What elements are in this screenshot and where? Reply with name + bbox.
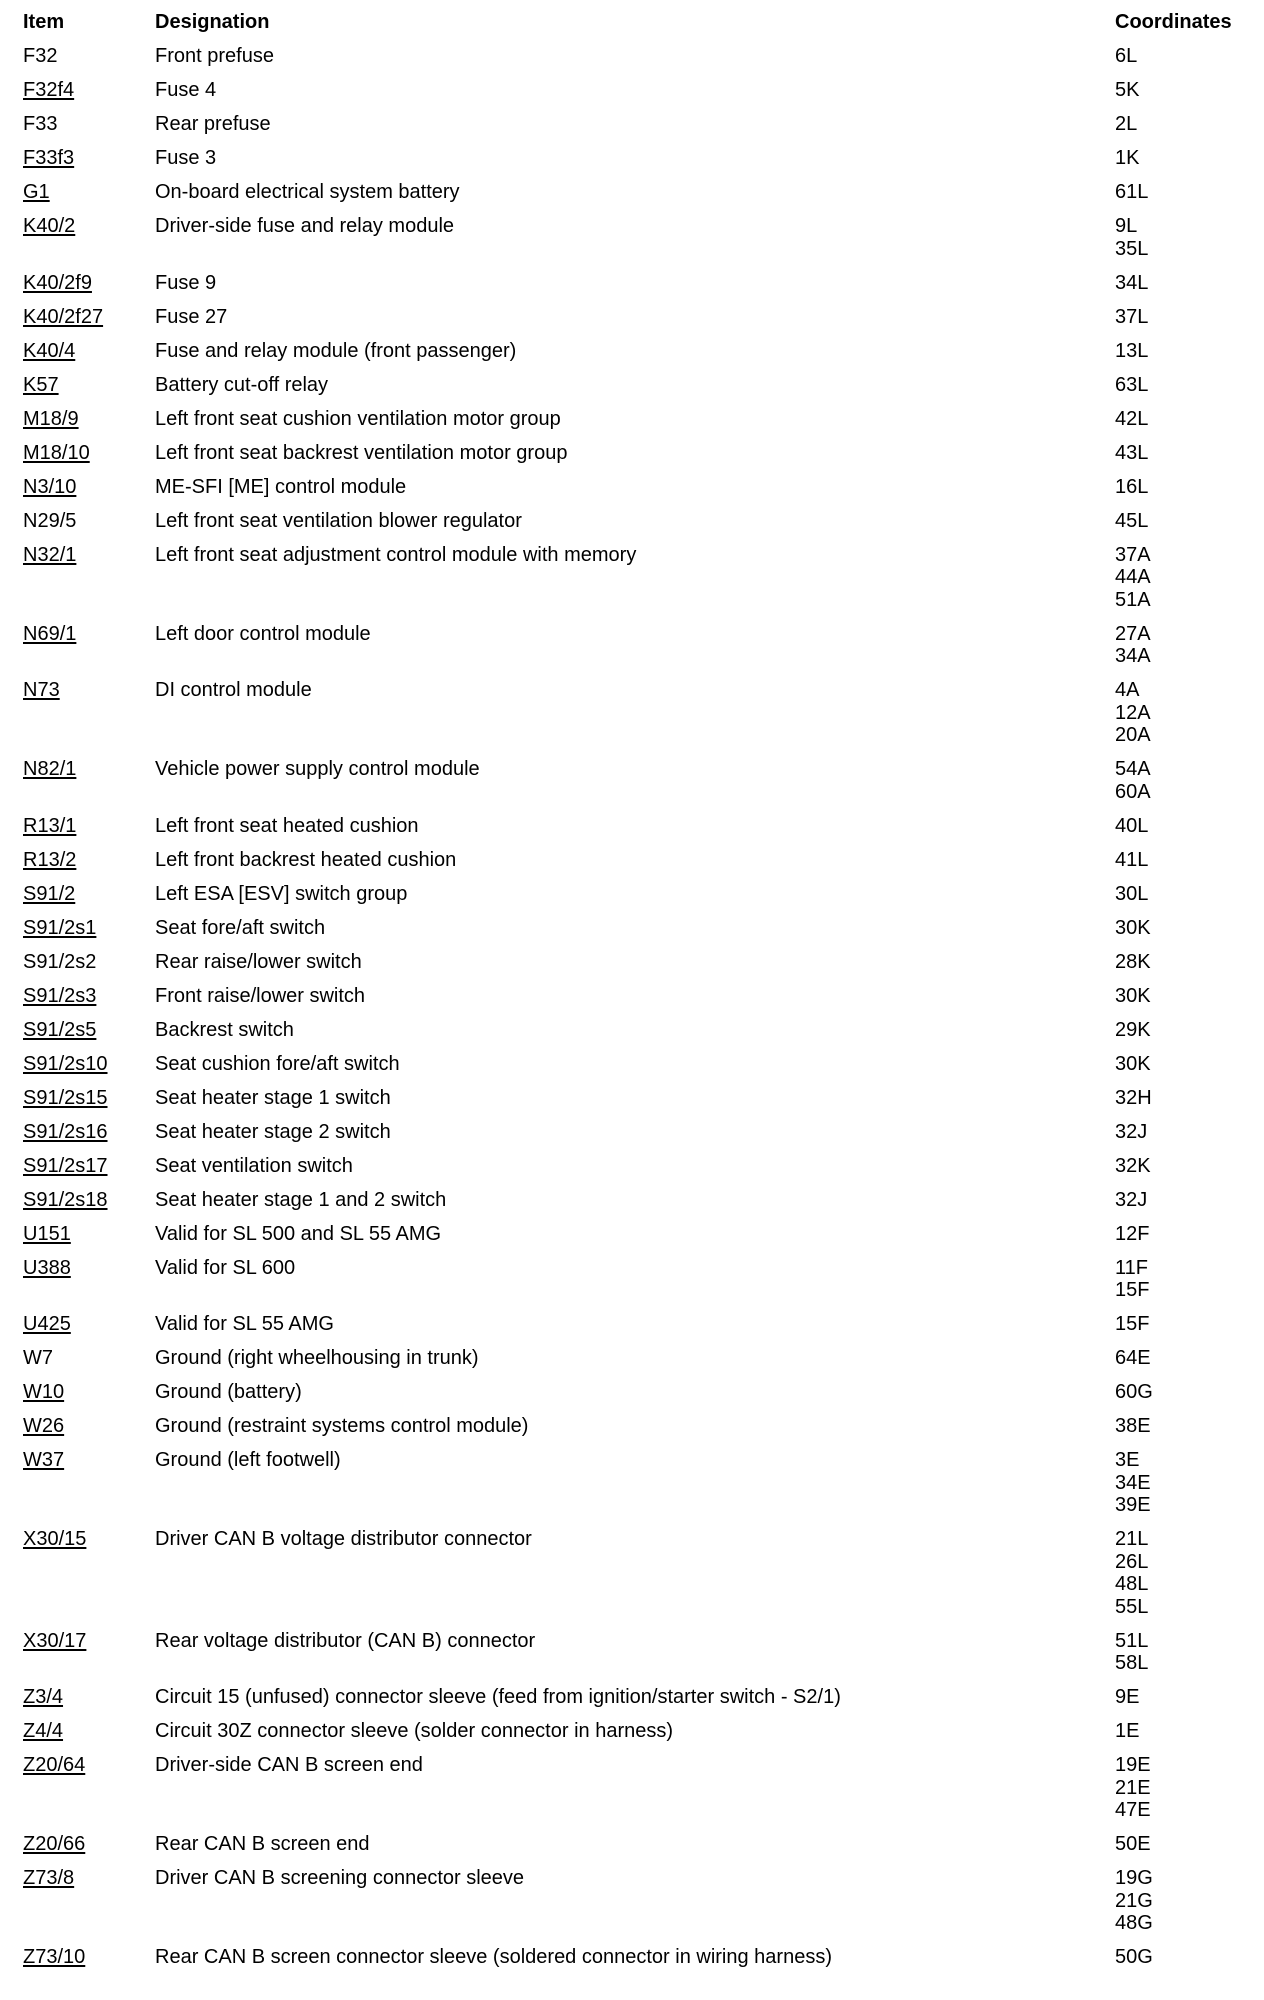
table-row — [0, 872, 1264, 906]
designation-text: Seat cushion fore/aft switch — [155, 1052, 400, 1075]
item-link[interactable]: S91/2 — [23, 882, 76, 905]
table-row — [0, 102, 1264, 136]
table-row — [0, 906, 1264, 940]
table-row — [0, 34, 1264, 68]
coordinate-value: 34L — [1115, 271, 1149, 294]
coordinate-value: 50G — [1115, 1946, 1153, 1968]
table-row — [0, 329, 1264, 363]
table-row — [0, 170, 1264, 204]
designation-text: Rear prefuse — [155, 113, 271, 135]
designation-text: Driver CAN B voltage distributor connector — [155, 1528, 532, 1550]
coordinates-cell — [1115, 1686, 1139, 1709]
designation-text: Left front backrest heated cushion — [155, 848, 457, 871]
coordinates-cell — [1115, 442, 1148, 465]
coordinates-cell — [1115, 45, 1137, 68]
coordinate-value: 55L — [1115, 1595, 1149, 1618]
designation-text: Fuse 3 — [155, 147, 217, 169]
designation-text: Driver-side fuse and relay module — [155, 215, 455, 237]
coordinates-cell — [1115, 181, 1148, 204]
table-row — [0, 204, 1264, 261]
coordinates-cell — [1115, 1313, 1149, 1336]
coordinates-cell — [1115, 1257, 1149, 1302]
coordinates-cell — [1115, 1833, 1151, 1856]
header-item: Item — [23, 11, 65, 33]
designation-text: Seat heater stage 1 switch — [155, 1086, 391, 1109]
coordinates-cell — [1115, 1053, 1151, 1076]
table-row — [0, 1110, 1264, 1144]
table-row — [0, 1822, 1264, 1856]
coordinate-value: 39E — [1115, 1494, 1151, 1516]
table-row — [0, 1619, 1264, 1676]
table-row — [0, 465, 1264, 499]
designation-text: DI control module — [155, 679, 312, 701]
header-designation: Designation — [155, 11, 270, 33]
coordinate-value: 30K — [1115, 984, 1151, 1007]
designation-text: Left ESA [ESV] switch group — [155, 882, 408, 905]
coordinate-value: 32H — [1115, 1086, 1152, 1109]
item-link[interactable]: K40/2f27 — [23, 305, 104, 328]
designation-text: Fuse and relay module (front passenger) — [155, 339, 517, 362]
item-link[interactable]: S91/2s3 — [23, 984, 97, 1007]
coordinate-value: 12A — [1115, 701, 1151, 724]
table-row — [0, 747, 1264, 804]
item-link[interactable]: F32f4 — [23, 79, 75, 101]
designation-text: Left front seat adjustment control module with memory — [155, 543, 637, 566]
coordinate-value: 37L — [1115, 305, 1149, 328]
table-row — [0, 1370, 1264, 1404]
coordinate-value: 20A — [1115, 724, 1151, 746]
table-row — [0, 1246, 1264, 1303]
table-row — [0, 431, 1264, 465]
coordinate-value: 45L — [1115, 509, 1149, 532]
coordinate-value: 16L — [1115, 475, 1149, 498]
designation-text: Circuit 30Z connector sleeve (solder connector in harness) — [155, 1720, 674, 1742]
designation-text: Left front seat ventilation blower regulator — [155, 509, 522, 532]
table-row — [0, 1212, 1264, 1246]
item-label: N29/5 — [23, 509, 77, 532]
coordinate-value: 32J — [1115, 1188, 1148, 1211]
designation-text: Valid for SL 500 and SL 55 AMG — [155, 1222, 442, 1245]
coordinates-cell — [1115, 113, 1137, 136]
item-link[interactable]: K40/4 — [23, 339, 76, 362]
table-row — [0, 363, 1264, 397]
coordinate-value: 32J — [1115, 1120, 1148, 1143]
table-row — [0, 612, 1264, 669]
coordinates-cell — [1115, 1087, 1152, 1110]
designation-text: Seat ventilation switch — [155, 1154, 353, 1177]
designation-text: Fuse 4 — [155, 79, 217, 101]
item-link[interactable]: U151 — [23, 1222, 71, 1245]
header-coordinates: Coordinates — [1115, 11, 1232, 33]
designation-text: Rear CAN B screen end — [155, 1833, 370, 1855]
item-link[interactable]: M18/9 — [23, 407, 79, 430]
item-link[interactable]: S91/2s5 — [23, 1018, 97, 1041]
coordinate-value: 19G — [1115, 1867, 1153, 1889]
coordinates-cell — [1115, 985, 1151, 1008]
designation-text: Seat fore/aft switch — [155, 916, 326, 939]
coordinate-value: 64E — [1115, 1347, 1151, 1369]
coordinate-value: 19E — [1115, 1754, 1151, 1776]
item-label: F33 — [23, 113, 58, 135]
table-row — [0, 499, 1264, 533]
coordinates-cell — [1115, 476, 1148, 499]
item-link[interactable]: W26 — [23, 1415, 65, 1437]
table-row — [0, 1517, 1264, 1619]
table-row — [0, 1675, 1264, 1709]
coordinates-cell — [1115, 1754, 1151, 1822]
table-body — [0, 34, 1264, 1969]
coordinate-value: 29K — [1115, 1018, 1151, 1041]
item-link[interactable]: S91/2s18 — [23, 1188, 108, 1211]
designation-text: Rear raise/lower switch — [155, 950, 362, 973]
designation-text: Ground (right wheelhousing in trunk) — [155, 1347, 479, 1369]
coordinate-value: 21G — [1115, 1889, 1153, 1912]
item-label: S91/2s2 — [23, 950, 97, 973]
coordinates-cell — [1115, 1946, 1153, 1969]
table-row — [0, 1709, 1264, 1743]
coordinate-value: 60A — [1115, 780, 1151, 803]
item-link[interactable]: Z4/4 — [23, 1720, 64, 1742]
designation-text: ME-SFI [ME] control module — [155, 475, 407, 498]
table-row — [0, 1856, 1264, 1935]
item-link[interactable]: R13/2 — [23, 848, 77, 871]
coordinate-value: 32K — [1115, 1154, 1151, 1177]
designation-text: Left front seat backrest ventilation motor group — [155, 441, 568, 464]
coordinate-value: 41L — [1115, 848, 1149, 871]
coordinate-value: 30K — [1115, 1052, 1151, 1075]
item-link[interactable]: M18/10 — [23, 441, 90, 464]
coordinates-cell — [1115, 510, 1148, 533]
table-row — [0, 1336, 1264, 1370]
coordinate-value: 50E — [1115, 1833, 1151, 1855]
coordinate-value: 63L — [1115, 373, 1149, 396]
table-row — [0, 1302, 1264, 1336]
coordinate-value: 44A — [1115, 566, 1151, 588]
coordinates-cell — [1115, 544, 1151, 612]
coordinate-value: 51A — [1115, 588, 1151, 611]
coordinates-cell — [1115, 340, 1148, 363]
table-row — [0, 1008, 1264, 1042]
designation-text: Front raise/lower switch — [155, 984, 366, 1007]
designation-text: Valid for SL 600 — [155, 1256, 296, 1279]
coordinate-value: 61L — [1115, 181, 1149, 203]
coordinates-cell — [1115, 147, 1139, 170]
coordinate-value: 11F — [1115, 1256, 1148, 1279]
designation-text: Driver-side CAN B screen end — [155, 1754, 423, 1776]
designation-text: Ground (battery) — [155, 1381, 302, 1403]
coordinate-value: 48G — [1115, 1912, 1153, 1934]
designation-text: Ground (left footwell) — [155, 1449, 341, 1471]
item-link[interactable]: S91/2s1 — [23, 916, 97, 939]
item-link[interactable]: F33f3 — [23, 147, 75, 169]
table-header — [0, 0, 1264, 34]
table-row — [0, 940, 1264, 974]
table-row — [0, 974, 1264, 1008]
item-link[interactable]: X30/17 — [23, 1629, 87, 1652]
item-link[interactable]: X30/15 — [23, 1528, 87, 1550]
designation-text: Valid for SL 55 AMG — [155, 1313, 334, 1335]
coordinate-value: 28K — [1115, 950, 1151, 973]
item-link[interactable]: U388 — [23, 1256, 71, 1279]
item-link[interactable]: S91/2s16 — [23, 1120, 108, 1143]
designation-text: Left door control module — [155, 622, 371, 645]
table-row — [0, 68, 1264, 102]
item-link[interactable]: K40/2 — [23, 215, 76, 237]
coordinates-cell — [1115, 79, 1139, 102]
item-link[interactable]: Z73/8 — [23, 1867, 75, 1889]
table-row — [0, 1743, 1264, 1822]
coordinates-cell — [1115, 1381, 1153, 1404]
coordinates-cell — [1115, 1347, 1151, 1370]
table-row — [0, 804, 1264, 838]
coordinates-cell — [1115, 1630, 1148, 1675]
coordinate-value: 35L — [1115, 237, 1149, 260]
item-link[interactable]: N82/1 — [23, 758, 77, 780]
item-link[interactable]: K40/2f9 — [23, 271, 92, 294]
coordinate-value: 58L — [1115, 1652, 1149, 1674]
table-row — [0, 838, 1264, 872]
coordinate-value: 15F — [1115, 1313, 1150, 1335]
table-row — [0, 295, 1264, 329]
coordinates-cell — [1115, 849, 1148, 872]
coordinate-value: 6L — [1115, 45, 1138, 67]
designation-text: Fuse 27 — [155, 305, 228, 328]
coordinate-value: 51L — [1115, 1629, 1149, 1652]
designation-text: Battery cut-off relay — [155, 373, 329, 396]
item-label: F32 — [23, 45, 58, 67]
item-link[interactable]: S91/2s15 — [23, 1086, 108, 1109]
coordinate-value: 2L — [1115, 113, 1138, 135]
coordinate-value: 4A — [1115, 679, 1140, 701]
item-link[interactable]: G1 — [23, 181, 50, 203]
coordinate-value: 34A — [1115, 645, 1151, 667]
coordinate-value: 12F — [1115, 1222, 1150, 1245]
designation-text: Backrest switch — [155, 1018, 294, 1041]
coordinate-value: 54A — [1115, 758, 1151, 780]
coordinate-value: 60G — [1115, 1381, 1153, 1403]
coordinates-cell — [1115, 1720, 1139, 1743]
coordinates-cell — [1115, 679, 1151, 747]
coordinate-value: 9L — [1115, 215, 1138, 237]
designation-text: Left front seat cushion ventilation motor group — [155, 407, 561, 430]
coordinates-cell — [1115, 623, 1151, 668]
coordinates-cell — [1115, 1449, 1151, 1517]
coordinate-value: 13L — [1115, 339, 1149, 362]
coordinate-value: 27A — [1115, 622, 1151, 645]
table-row — [0, 1076, 1264, 1110]
coordinates-cell — [1115, 1121, 1147, 1144]
coordinates-cell — [1115, 306, 1148, 329]
coordinates-cell — [1115, 374, 1148, 397]
coordinate-value: 3E — [1115, 1449, 1140, 1471]
coordinates-cell — [1115, 1867, 1153, 1935]
coordinate-value: 26L — [1115, 1550, 1149, 1573]
coordinate-value: 21L — [1115, 1528, 1149, 1550]
designation-text: Ground (restraint systems control module) — [155, 1415, 529, 1437]
table-row — [0, 668, 1264, 747]
coordinate-value: 1K — [1115, 147, 1140, 169]
table-row — [0, 261, 1264, 295]
item-link[interactable]: Z20/66 — [23, 1833, 86, 1855]
item-link[interactable]: R13/1 — [23, 814, 77, 837]
coordinates-cell — [1115, 1415, 1151, 1438]
table-row — [0, 1178, 1264, 1212]
designation-text: Circuit 15 (unfused) connector sleeve (feed from ignition/starter switch - S2/1) — [155, 1686, 841, 1708]
coordinates-cell — [1115, 1223, 1149, 1246]
coordinates-cell — [1115, 815, 1148, 838]
designation-text: Fuse 9 — [155, 271, 217, 294]
coordinate-value: 9E — [1115, 1686, 1140, 1708]
coordinates-cell — [1115, 951, 1151, 974]
coordinates-cell — [1115, 758, 1151, 803]
designation-text: Rear voltage distributor (CAN B) connector — [155, 1629, 536, 1652]
item-link[interactable]: W10 — [23, 1381, 65, 1403]
coordinates-cell — [1115, 1155, 1151, 1178]
item-link[interactable]: S91/2s10 — [23, 1052, 108, 1075]
designation-text: Vehicle power supply control module — [155, 758, 480, 780]
designation-text: Driver CAN B screening connector sleeve — [155, 1867, 525, 1889]
table-row — [0, 136, 1264, 170]
coordinates-cell — [1115, 1189, 1147, 1212]
coordinates-cell — [1115, 1528, 1148, 1618]
item-link[interactable]: Z20/64 — [23, 1754, 86, 1776]
item-link[interactable]: N3/10 — [23, 475, 77, 498]
item-label: W7 — [23, 1347, 53, 1369]
item-link[interactable]: N69/1 — [23, 622, 77, 645]
item-link[interactable]: Z73/10 — [23, 1946, 86, 1968]
item-link[interactable]: N32/1 — [23, 543, 77, 566]
coordinate-value: 15F — [1115, 1279, 1150, 1301]
item-link[interactable]: W37 — [23, 1449, 65, 1471]
coordinates-cell — [1115, 215, 1148, 260]
coordinate-value: 40L — [1115, 814, 1149, 837]
table-row — [0, 533, 1264, 612]
coordinate-value: 42L — [1115, 407, 1149, 430]
table-row — [0, 1144, 1264, 1178]
item-link[interactable]: U425 — [23, 1313, 71, 1335]
coordinate-value: 1E — [1115, 1720, 1140, 1742]
table-row — [0, 1935, 1264, 1969]
item-link[interactable]: S91/2s17 — [23, 1154, 108, 1177]
table-row — [0, 1042, 1264, 1076]
coordinates-cell — [1115, 1019, 1151, 1042]
coordinate-value: 34E — [1115, 1471, 1151, 1494]
coordinates-cell — [1115, 883, 1148, 906]
designation-text: On-board electrical system battery — [155, 181, 460, 203]
table-row — [0, 397, 1264, 431]
table-row — [0, 1404, 1264, 1438]
table-row — [0, 1438, 1264, 1517]
item-link[interactable]: N73 — [23, 679, 60, 701]
designation-text: Front prefuse — [155, 45, 274, 67]
coordinate-value: 48L — [1115, 1573, 1149, 1595]
designation-text: Seat heater stage 2 switch — [155, 1120, 391, 1143]
coordinate-value: 37A — [1115, 543, 1151, 566]
coordinates-cell — [1115, 408, 1148, 431]
designation-text: Seat heater stage 1 and 2 switch — [155, 1188, 447, 1211]
coordinate-value: 30K — [1115, 916, 1151, 939]
coordinate-value: 47E — [1115, 1799, 1151, 1821]
coordinate-value: 30L — [1115, 882, 1149, 905]
coordinates-cell — [1115, 917, 1151, 940]
coordinate-value: 38E — [1115, 1415, 1151, 1437]
item-link[interactable]: K57 — [23, 373, 59, 396]
designation-text: Left front seat heated cushion — [155, 814, 419, 837]
coordinate-value: 21E — [1115, 1776, 1151, 1799]
coordinates-cell — [1115, 272, 1148, 295]
item-link[interactable]: Z3/4 — [23, 1686, 64, 1708]
coordinate-value: 5K — [1115, 79, 1140, 101]
coordinate-value: 43L — [1115, 441, 1149, 464]
designation-text: Rear CAN B screen connector sleeve (soldered connector in wiring harness) — [155, 1946, 832, 1968]
